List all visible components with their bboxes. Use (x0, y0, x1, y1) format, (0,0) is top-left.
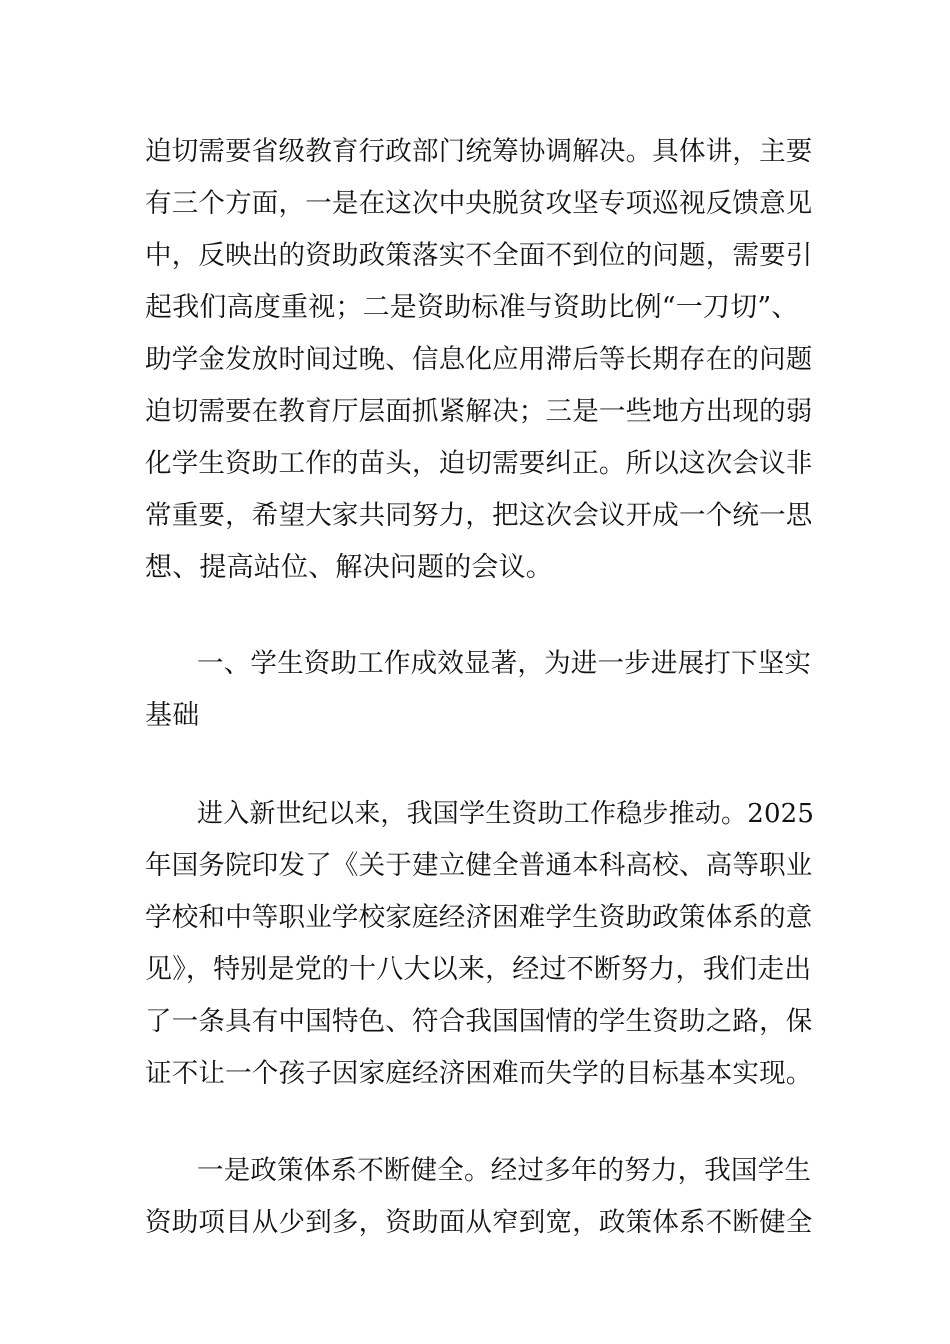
paragraph-1-line-4: 起我们高度重视；二是资助标准与资助比例“一刀切”、 (145, 292, 799, 323)
paragraph-1-line-8: 常重要，希望大家共同努力，把这次会议开成一个统一思 (145, 500, 813, 531)
section-heading-line-2: 基础 (145, 700, 200, 731)
paragraph-1-line-9: 想、提高站位、解决问题的会议。 (145, 552, 553, 583)
paragraph-2-line-2: 年国务院印发了《关于建立健全普通本科高校、高等职业 (145, 850, 813, 881)
paragraph-1-line-3: 中，反映出的资助政策落实不全面不到位的问题，需要引 (145, 240, 813, 271)
paragraph-2-line-3: 学校和中等职业学校家庭经济困难学生资助政策体系的意 (145, 902, 813, 933)
paragraph-1-line-5: 助学金发放时间过晚、信息化应用滞后等长期存在的问题 (145, 344, 813, 375)
paragraph-1-line-6: 迫切需要在教育厅层面抓紧解决；三是一些地方出现的弱 (145, 396, 813, 427)
paragraph-1-line-2: 有三个方面，一是在这次中央脱贫攻坚专项巡视反馈意见 (145, 188, 813, 219)
paragraph-1-line-7: 化学生资助工作的苗头，迫切需要纠正。所以这次会议非 (145, 448, 813, 479)
paragraph-1-line-1: 迫切需要省级教育行政部门统筹协调解决。具体讲，主要 (145, 136, 813, 167)
paragraph-3-line-1: 一是政策体系不断健全。经过多年的努力，我国学生 (197, 1155, 812, 1186)
paragraph-3-line-2: 资助项目从少到多，资助面从窄到宽，政策体系不断健全 (145, 1207, 813, 1238)
paragraph-2-line-4: 见》，特别是党的十八大以来，经过不断努力，我们走出 (145, 954, 812, 985)
paragraph-2-line-1: 进入新世纪以来，我国学生资助工作稳步推动。2025 (197, 799, 815, 829)
section-heading-line-1: 一、学生资助工作成效显著，为进一步进展打下坚实 (197, 648, 812, 679)
paragraph-2-line-5: 了一条具有中国特色、符合我国国情的学生资助之路，保 (145, 1006, 813, 1037)
paragraph-2-line-6: 证不让一个孩子因家庭经济困难而失学的目标基本实现。 (145, 1058, 813, 1089)
